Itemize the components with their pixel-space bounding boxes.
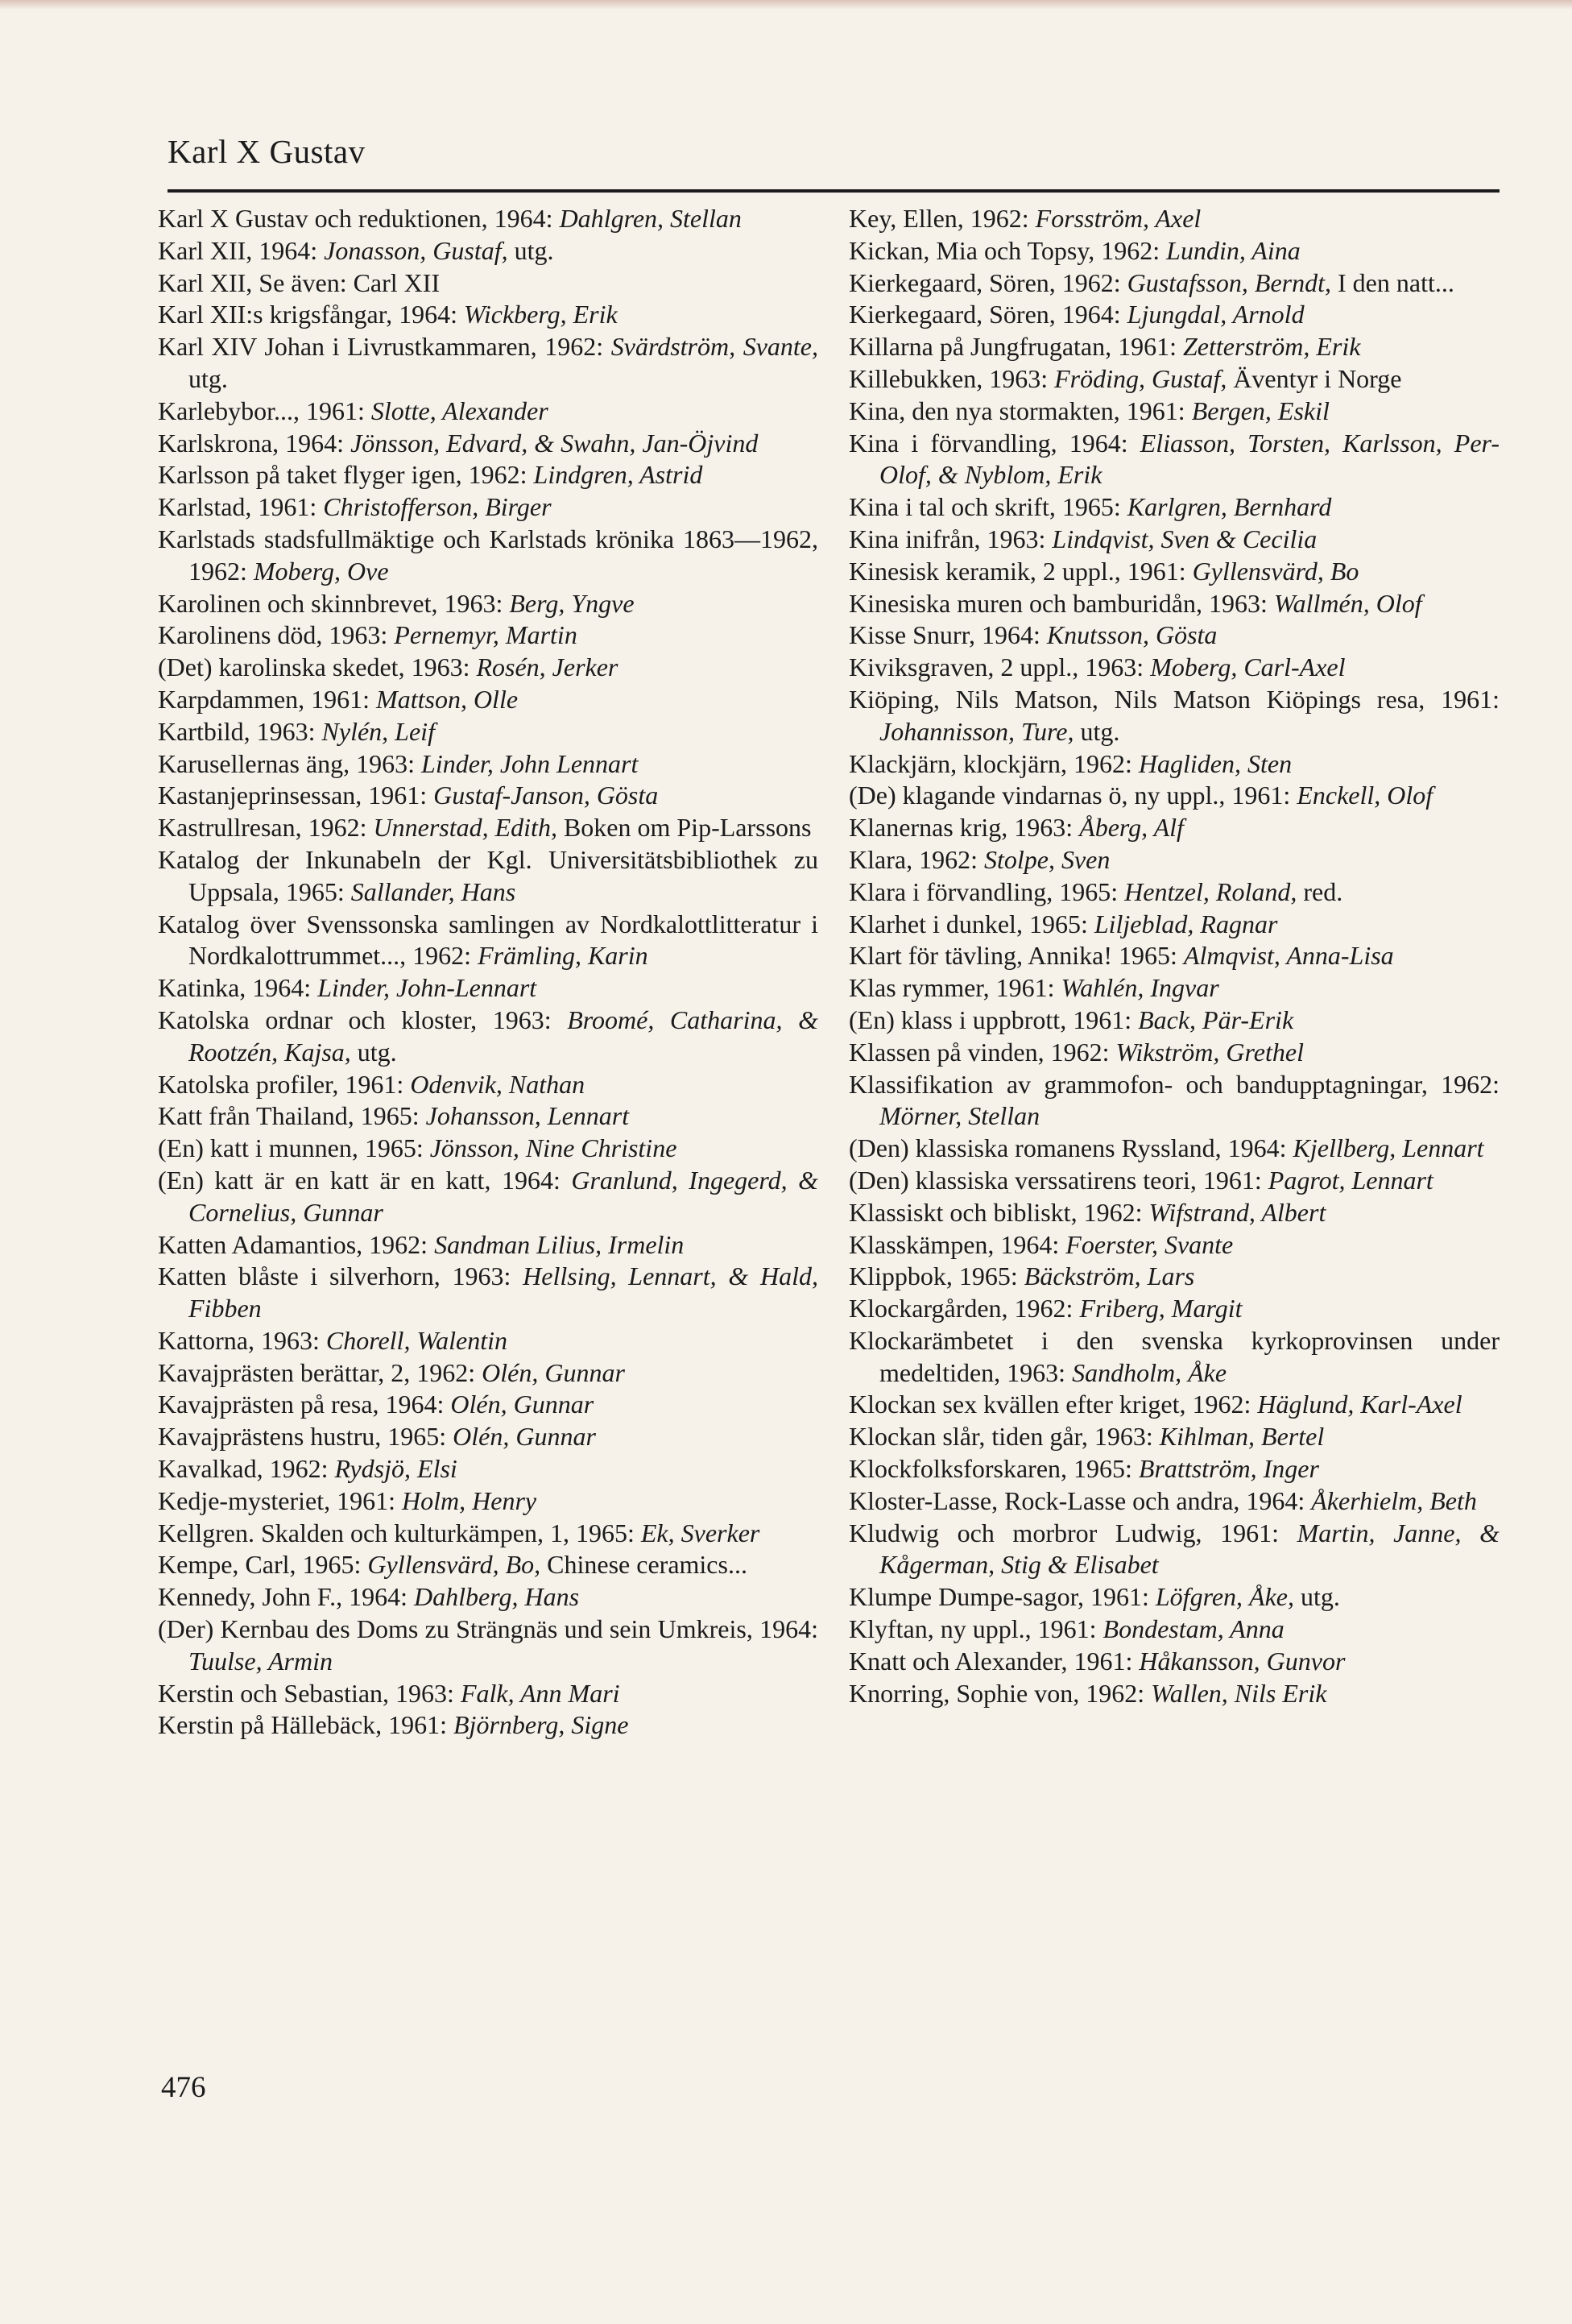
entry-title: Knorring, Sophie von, 1962: [849,1678,1152,1708]
index-entry [158,844,818,909]
entry-title: Klara i förvandling, 1965: [849,876,1125,906]
entry-author: Hellsing, Lennart, & Hald, Fibben [188,1261,819,1324]
entry-title: Karl XII, Se även: Carl XII [158,267,441,297]
entry-author: Dahlgren, Stellan [559,204,742,233]
index-entry [158,1678,818,1710]
index-entry [849,876,1500,909]
entry-title: Kedje-mysteriet, 1961: [158,1485,403,1515]
index-entry [158,1614,818,1678]
entry-title: Klas rymmer, 1961: [849,973,1061,1003]
entry-title: Kiöping, Nils Matson, Nils Matson Kiöpings resa, 1961: [849,684,1500,714]
index-entry [849,748,1500,781]
entry-title: Klarhet i dunkel, 1965: [849,909,1094,938]
entry-title: (Der) Kernbau des Doms zu Strängnäs und sein Umkreis, 1964: [158,1614,818,1644]
entry-author: Bondestam, Anna [1102,1614,1284,1644]
entry-title: (De) klagande vindarnas ö, ny uppl., 1961: [849,781,1297,810]
entry-title: Kinesiska muren och bamburidån, 1963: [849,588,1274,618]
entry-author: Mörner, Stellan [879,1101,1040,1131]
entry-author: Odenvik, Nathan [410,1069,585,1099]
entry-title: Kennedy, John F., 1964: [158,1582,415,1612]
index-entry [849,491,1500,524]
entry-remark: I den natt... [1331,267,1454,297]
entry-author: Gustafsson, Berndt, [1127,267,1332,297]
entry-title: Karlstads stadsfullmäktige och Karlstads krönika 1863—1962, 1962: [158,524,818,586]
entry-title: (Det) karolinska skedet, 1963: [158,652,477,682]
entry-author: Karlgren, Bernhard [1127,492,1332,522]
entry-title: Katalog der Inkunabeln der Kgl. Universitätsbibliothek zu Uppsala, 1965: [158,844,818,906]
entry-title: Klockargården, 1962: [849,1294,1080,1324]
entry-title: Katolska ordnar och kloster, 1963: [158,1005,568,1034]
entry-title: Kiviksgraven, 2 uppl., 1963: [849,652,1151,682]
entry-remark: Boken om Pip-Larssons [556,813,812,843]
entry-title: Klackjärn, klockjärn, 1962: [849,748,1139,778]
entry-title: Klassifikation av grammofon- och bandupptagningar, 1962: [849,1069,1500,1099]
entry-author: Linder, John Lennart [421,748,639,778]
entry-author: Wahlén, Ingvar [1061,973,1219,1003]
entry-author: Enckell, Olof [1297,781,1433,810]
index-entry [849,909,1500,941]
entry-author: Åkerhielm, Beth [1311,1485,1477,1515]
entry-title: Kastrullresan, 1962: [158,813,374,843]
entry-title: Katten blåste i silverhorn, 1963: [158,1261,523,1291]
index-entry [158,1453,818,1485]
entry-remark: utg. [188,363,228,393]
entry-author: Friberg, Margit [1079,1294,1243,1324]
index-entry [849,1581,1500,1614]
entry-title: Kavajprästen berättar, 2, 1962: [158,1357,482,1387]
entry-author: Nylén, Leif [321,716,435,746]
running-head: Karl X Gustav [168,133,366,170]
entry-author: Olén, Gunnar [453,1422,596,1452]
index-entry [849,267,1500,300]
entry-author: Moberg, Ove [253,556,389,586]
entry-author: Wallen, Nils Erik [1151,1678,1327,1708]
index-entry [849,203,1500,235]
index-entry [849,524,1500,556]
index-entry [158,1357,818,1390]
entry-author: Granlund, Ingegerd, & Cornelius, Gunnar [188,1165,818,1227]
index-entry [158,1325,818,1357]
entry-title: Killarna på Jungfrugatan, 1961: [849,332,1183,362]
index-entry [849,652,1500,684]
entry-title: Karlstad, 1961: [158,492,324,522]
entry-title: Kerstin på Hällebäck, 1961: [158,1710,453,1740]
index-entry [158,1389,818,1421]
entry-author: Eliasson, Torsten, Karlsson, Per-Olof, & Nyblom, Erik [879,428,1500,490]
entry-author: Johansson, Lennart [425,1101,630,1131]
entry-title: (Den) klassiska romanens Ryssland, 1964: [849,1133,1293,1163]
entry-author: Gyllensvärd, Bo, [367,1550,541,1580]
entry-author: Rydsjö, Elsi [334,1454,457,1484]
entry-author: Lindqvist, Sven & Cecilia [1052,524,1318,553]
index-entry [849,428,1500,492]
entry-title: Kina i tal och skrift, 1965: [849,492,1127,522]
entry-title: Karpdammen, 1961: [158,684,377,714]
entry-author: Knutsson, Gösta [1046,620,1218,650]
entry-title: Klara, 1962: [849,844,984,874]
entry-author: Wikström, Grethel [1115,1037,1304,1067]
index-entry [158,1165,818,1229]
entry-author: Broomé, Catharina, & Rootzén, Kajsa, [188,1005,819,1067]
index-entry [158,1709,818,1742]
entry-title: Kinesisk keramik, 2 uppl., 1961: [849,556,1193,586]
entry-remark: utg. [350,1037,397,1067]
entry-author: Back, Pär-Erik [1138,1005,1294,1034]
entry-author: Mattson, Olle [376,684,519,714]
entry-author: Bäckström, Lars [1024,1261,1195,1291]
entry-author: Hentzel, Roland, [1124,876,1297,906]
index-entry [849,684,1500,748]
index-entry [158,1100,818,1133]
entry-title: Kellgren. Skalden och kulturkämpen, 1, 1965: [158,1518,641,1547]
entry-author: Lundin, Aina [1166,235,1301,265]
index-entry [158,1005,818,1069]
index-entry [849,1133,1500,1165]
entry-author: Wallmén, Olof [1273,588,1422,618]
index-entry [849,299,1500,331]
index-entry [849,1614,1500,1646]
index-entry [158,812,818,844]
index-entry [158,652,818,684]
entry-title: (En) klass i uppbrott, 1961: [849,1005,1139,1034]
index-entry [158,491,818,524]
entry-title: (Den) klassiska verssatirens teori, 1961: [849,1165,1268,1195]
entry-author: Sallander, Hans [350,876,516,906]
entry-author: Kihlman, Bertel [1159,1422,1325,1452]
entry-title: Klanernas krig, 1963: [849,813,1080,843]
entry-author: Jönsson, Nine Christine [429,1133,677,1163]
entry-title: (En) katt i munnen, 1965: [158,1133,430,1163]
index-entry [158,1261,818,1325]
entry-title: Kloster-Lasse, Rock-Lasse och andra, 1964: [849,1485,1312,1515]
index-entry [849,844,1500,876]
index-entry [849,235,1500,267]
index-entry [158,1581,818,1614]
entry-title: Knatt och Alexander, 1961: [849,1646,1140,1676]
index-entry [849,1325,1500,1390]
entry-author: Björnberg, Signe [453,1710,629,1740]
entry-author: Berg, Yngve [509,588,635,618]
index-entry [849,1165,1500,1197]
entry-title: Katten Adamantios, 1962: [158,1229,435,1259]
entry-author: Hagliden, Sten [1138,748,1293,778]
entry-title: Katt från Thailand, 1965: [158,1101,426,1131]
index-entry [849,396,1500,428]
entry-author: Pernemyr, Martin [394,620,577,650]
entry-author: Främling, Karin [478,941,648,971]
index-entry [158,459,818,491]
index-entry [849,1678,1500,1710]
entry-author: Holm, Henry [402,1485,537,1515]
entry-author: Dahlberg, Hans [414,1582,580,1612]
index-entry [849,1197,1500,1229]
entry-author: Unnerstad, Edith, [373,813,557,843]
entry-author: Löfgren, Åke, [1155,1582,1294,1612]
entry-title: Kickan, Mia och Topsy, 1962: [849,235,1167,265]
entry-title: Klassiskt och bibliskt, 1962: [849,1197,1149,1227]
entry-author: Håkansson, Gunvor [1139,1646,1346,1676]
index-entry [158,203,818,235]
entry-author: Chorell, Walentin [325,1325,508,1355]
index-entry [849,331,1500,363]
entry-title: Katolska profiler, 1961: [158,1069,411,1099]
index-entry [849,588,1500,620]
entry-title: Katinka, 1964: [158,973,318,1003]
entry-title: Kisse Snurr, 1964: [849,620,1047,650]
entry-title: Kastanjeprinsessan, 1961: [158,781,434,810]
entry-title: Klumpe Dumpe-sagor, 1961: [849,1582,1156,1612]
index-entry [849,1005,1500,1037]
entry-author: Olén, Gunnar [482,1357,625,1387]
entry-title: Kierkegaard, Sören, 1964: [849,300,1127,329]
entry-author: Christofferson, Birger [323,492,552,522]
index-entry [158,1133,818,1165]
index-entry [158,331,818,396]
entry-title: Kierkegaard, Sören, 1962: [849,267,1127,297]
entry-author: Ljungdal, Arnold [1127,300,1305,329]
index-entry [849,1453,1500,1485]
entry-author: Sandholm, Åke [1072,1357,1227,1387]
entry-author: Rosén, Jerker [476,652,618,682]
entry-author: Stolpe, Sven [983,844,1111,874]
index-entry [158,684,818,716]
index-entry [158,588,818,620]
page-top-edge [0,0,1572,10]
index-entry [849,780,1500,812]
index-entry [158,1485,818,1518]
entry-title: Karlskrona, 1964: [158,428,351,458]
left-column [158,203,818,1742]
entry-title: Kartbild, 1963: [158,716,322,746]
entry-title: Klockfolksforskaren, 1965: [849,1454,1139,1484]
entry-author: Brattström, Inger [1138,1454,1319,1484]
index-entry [158,619,818,652]
entry-title: Klockan slår, tiden går, 1963: [849,1422,1160,1452]
entry-title: Klyftan, ny uppl., 1961: [849,1614,1103,1644]
entry-author: Wickberg, Erik [463,300,618,329]
entry-title: Kina, den nya stormakten, 1961: [849,396,1192,425]
entry-title: Klockarämbetet i den svenska kyrkoprovinsen under medeltiden, 1963: [849,1325,1500,1387]
entry-title: Karlebybor..., 1961: [158,396,371,425]
entry-author: Gustaf-Janson, Gösta [433,781,659,810]
entry-title: Kludwig och morbror Ludwig, 1961: [849,1518,1297,1547]
entry-title: Karl XIV Johan i Livrustkammaren, 1962: [158,332,611,362]
entry-title: Klasskämpen, 1964: [849,1229,1066,1259]
entry-remark: utg. [507,235,554,265]
index-entry [158,1069,818,1101]
index-entry [158,396,818,428]
entry-author: Linder, John-Lennart [317,973,537,1003]
entry-author: Foerster, Svante [1065,1229,1234,1259]
entry-remark: Chinese ceramics... [540,1550,747,1580]
entry-author: Ek, Sverker [640,1518,760,1547]
entry-author: Svärdström, Svante, [610,332,819,362]
entry-author: Gyllensvärd, Bo [1192,556,1359,586]
index-entry [158,1229,818,1261]
entry-title: Key, Ellen, 1962: [849,204,1036,233]
index-entry [158,780,818,812]
entry-author: Fröding, Gustaf, [1054,363,1227,393]
index-entry [158,299,818,331]
index-entry [849,1229,1500,1261]
entry-author: Johannisson, Ture, [879,716,1074,746]
entry-author: Kjellberg, Lennart [1293,1133,1484,1163]
entry-title: Karl XII, 1964: [158,235,325,265]
index-entry [849,1037,1500,1069]
entry-title: (En) katt är en katt är en katt, 1964: [158,1165,572,1195]
entry-remark: red. [1297,876,1343,906]
entry-title: Klippbok, 1965: [849,1261,1024,1291]
index-entry [849,556,1500,588]
entry-title: Kavajprästens hustru, 1965: [158,1422,453,1452]
entry-title: Karl X Gustav och reduktionen, 1964: [158,204,560,233]
index-entry [158,267,818,300]
entry-author: Slotte, Alexander [370,396,548,425]
index-entry [158,972,818,1005]
entry-title: Karolinen och skinnbrevet, 1963: [158,588,510,618]
entry-title: Karusellernas äng, 1963: [158,748,422,778]
right-column [849,203,1500,1709]
index-entry [849,972,1500,1005]
entry-title: Kattorna, 1963: [158,1325,326,1355]
entry-author: Pagrot, Lennart [1268,1165,1433,1195]
entry-author: Falk, Ann Mari [460,1678,620,1708]
index-entry [158,748,818,781]
entry-title: Katalog över Svenssonska samlingen av Nordkalottlitteratur i Nordkalottrummet..., 1962: [158,909,818,971]
index-entry [849,1293,1500,1325]
index-entry [849,363,1500,396]
page-number: 476 [161,2071,206,2104]
entry-remark: utg. [1293,1582,1340,1612]
index-entry [158,716,818,748]
index-entry [849,812,1500,844]
entry-title: Klart för tävling, Annika! 1965: [849,941,1184,971]
index-entry [849,1389,1500,1421]
entry-author: Bergen, Eskil [1191,396,1330,425]
entry-author: Jönsson, Edvard, & Swahn, Jan-Öjvind [350,428,759,458]
entry-title: Kina inifrån, 1963: [849,524,1053,553]
entry-title: Killebukken, 1963: [849,363,1055,393]
entry-author: Moberg, Carl-Axel [1150,652,1346,682]
entry-remark: Äventyr i Norge [1227,363,1402,393]
index-entry [849,619,1500,652]
entry-title: Karlsson på taket flyger igen, 1962: [158,460,534,490]
entry-author: Almqvist, Anna-Lisa [1183,941,1394,971]
index-entry [849,1421,1500,1453]
entry-title: Kempe, Carl, 1965: [158,1550,368,1580]
entry-author: Lindgren, Astrid [533,460,703,490]
entry-author: Forsström, Axel [1035,204,1202,233]
entry-author: Sandman Lilius, Irmelin [434,1229,685,1259]
entry-author: Liljeblad, Ragnar [1094,909,1278,938]
entry-author: Zetterström, Erik [1183,332,1361,362]
entry-title: Karolinens död, 1963: [158,620,395,650]
index-entry [849,1261,1500,1293]
entry-remark: utg. [1074,716,1120,746]
index-entry [849,940,1500,972]
index-entry [158,909,818,973]
index-entry [158,1549,818,1581]
index-entry [849,1646,1500,1678]
entry-author: Martin, Janne, & Kågerman, Stig & Elisabet [879,1518,1500,1580]
entry-title: Kavajprästen på resa, 1964: [158,1390,451,1419]
index-entry [158,235,818,267]
index-entry [849,1069,1500,1133]
entry-title: Kina i förvandling, 1964: [849,428,1140,458]
entry-author: Wifstrand, Albert [1148,1197,1326,1227]
entry-title: Karl XII:s krigsfångar, 1964: [158,300,464,329]
index-entry [158,1518,818,1550]
entry-title: Klockan sex kvällen efter kriget, 1962: [849,1390,1258,1419]
entry-author: Tuulse, Armin [188,1646,333,1676]
index-entry [849,1485,1500,1518]
entry-author: Häglund, Karl-Axel [1257,1390,1462,1419]
index-entry [158,428,818,460]
index-entry [158,1421,818,1453]
entry-author: Åberg, Alf [1079,813,1184,843]
entry-title: Kavalkad, 1962: [158,1454,335,1484]
header-rule [168,189,1500,193]
entry-author: Jonasson, Gustaf, [324,235,508,265]
entry-title: Klassen på vinden, 1962: [849,1037,1116,1067]
index-entry [158,524,818,588]
entry-author: Olén, Gunnar [450,1390,594,1419]
index-entry [849,1518,1500,1582]
entry-title: Kerstin och Sebastian, 1963: [158,1678,461,1708]
